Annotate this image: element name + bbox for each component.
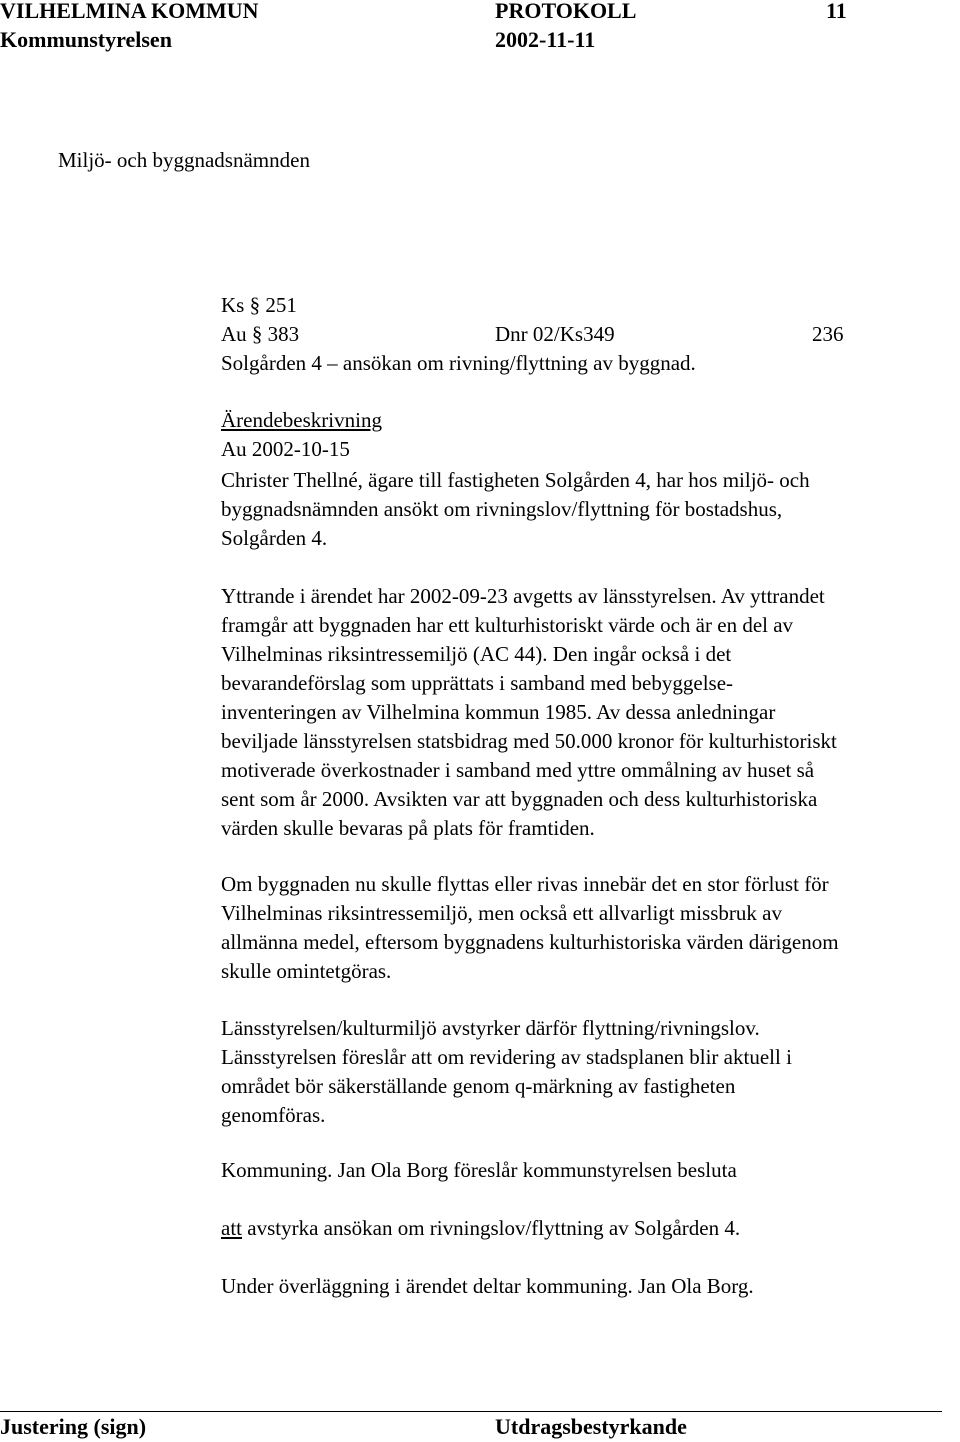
au-reference [221,322,299,347]
au-prefix: Au [221,322,247,346]
footer-divider [0,1411,942,1412]
paragraph-line: allmänna medel, eftersom byggnadens kulturhistoriska värden därigenom [221,930,839,954]
paragraph-sign-icon: § [249,293,261,317]
document-type: PROTOKOLL [495,0,637,23]
paragraph-line: skulle omintetgöras. [221,959,392,983]
paragraph-line: byggnadsnämnden ansökt om rivningslov/flyttning för bostadshus, [221,497,783,521]
paragraph-line: beviljade länsstyrelsen statsbidrag med 50.000 kronor för kulturhistoriskt [221,729,837,753]
intro-paragraph [221,466,956,553]
paragraph-line: genomföras. [221,1103,326,1127]
diary-number: Dnr 02/Ks349 [495,322,615,346]
paragraph-line: bevarandeförslag som upprättats i samband med bebyggelse- [221,671,734,695]
case-heading: Ärendebeskrivning [221,408,382,432]
loss-paragraph [221,870,956,986]
deliberation-line: Under överläggning i ärendet deltar kommuning. Jan Ola Borg. [221,1274,754,1298]
paragraph-line: Vilhelminas riksintressemiljö, men också ett allvarligt missbruk av [221,901,782,925]
extract-certification-label: Utdragsbestyrkande [495,1414,687,1439]
committee-name: Miljö- och byggnadsnämnden [58,148,310,172]
signature-label: Justering (sign) [0,1414,147,1439]
paragraph-line: sent som år 2000. Avsikten var att byggnaden och dess kulturhistoriska [221,787,818,811]
paragraph-line: Yttrande i ärendet har 2002-09-23 avgetts av länsstyrelsen. Av yttrandet [221,584,825,608]
ks-reference [221,293,297,318]
paragraph-line: Christer Thellné, ägare till fastigheten Solgården 4, har hos miljö- och [221,468,810,492]
case-subject: Solgården 4 – ansökan om rivning/flyttning av byggnad. [221,351,696,375]
paragraph-sign-icon: § [251,322,263,346]
ks-number: 251 [265,293,297,317]
meeting-date: 2002-11-11 [495,27,596,52]
page-number: 11 [826,0,847,23]
decision-line [221,1216,740,1241]
paragraph-line: inventeringen av Vilhelmina kommun 1985. Av dessa anledningar [221,700,776,724]
paragraph-line: Solgården 4. [221,526,328,550]
paragraph-line: Om byggnaden nu skulle flyttas eller rivas innebär det en stor förlust för [221,872,829,896]
decision-text: avstyrka ansökan om rivningslov/flyttning av Solgården 4. [242,1216,741,1240]
paragraph-line: Länsstyrelsen föreslår att om revidering av stadsplanen blir aktuell i [221,1045,792,1069]
paragraph-line: Länsstyrelsen/kulturmiljö avstyrker därför flyttning/rivningslov. [221,1016,760,1040]
decision-att: att [221,1216,242,1240]
au-number: 383 [267,322,300,346]
paragraph-line: värden skulle bevaras på plats för framtiden. [221,816,595,840]
paragraph-line: framgår att byggnaden har ett kulturhistoriskt värde och är en del av [221,613,794,637]
proposal-line: Kommuning. Jan Ola Borg föreslår kommunstyrelsen besluta [221,1158,737,1182]
archive-code: 236 [812,322,844,346]
recommendation-paragraph [221,1014,956,1130]
paragraph-line: Vilhelminas riksintressemiljö (AC 44). Den ingår också i det [221,642,732,666]
au-date-line: Au 2002-10-15 [221,437,350,461]
statement-paragraph [221,582,956,843]
governing-body: Kommunstyrelsen [0,27,172,52]
ks-prefix: Ks [221,293,245,317]
paragraph-line: motiverade överkostnader i samband med yttre ommålning av huset så [221,758,815,782]
paragraph-line: området bör säkerställande genom q-märkning av fastigheten [221,1074,736,1098]
municipality-name: VILHELMINA KOMMUN [0,0,259,23]
